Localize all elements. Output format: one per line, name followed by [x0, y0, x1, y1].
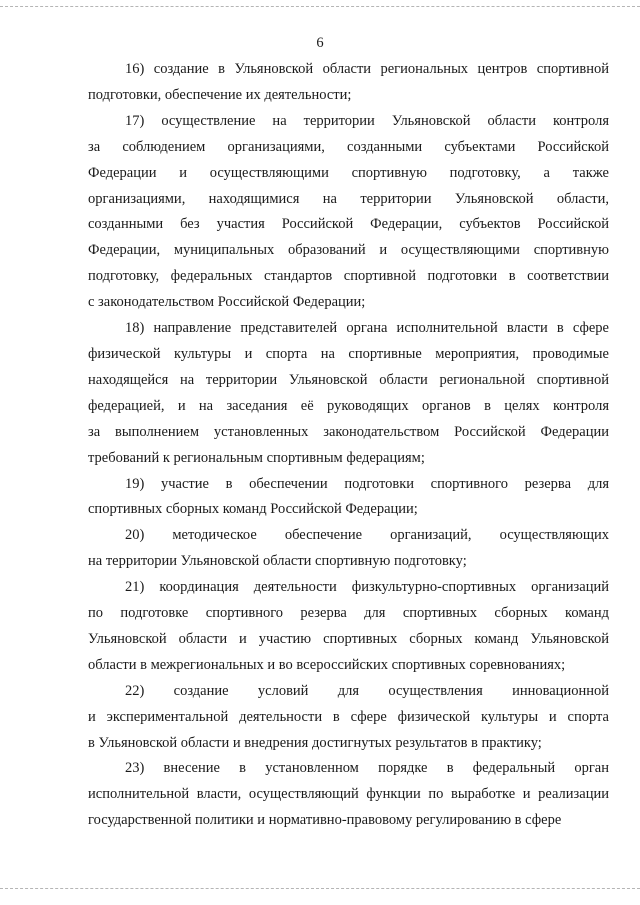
- scan-edge-top: [0, 6, 640, 7]
- text-line: области в межрегиональных и во всероссийских спортивных соревнованиях;: [88, 656, 566, 673]
- text-line: созданными без участия Российской Федерации, субъектов Российской: [88, 216, 609, 233]
- text-line: требований к региональным спортивным федерациям;: [88, 449, 425, 466]
- text-line: 23) внесение в установленном порядке в федеральный орган: [125, 760, 609, 777]
- text-line: в Ульяновской области и внедрения достигнутых результатов в практику;: [88, 734, 542, 751]
- text-line: по подготовке спортивного резерва для спортивных сборных команд: [88, 605, 609, 622]
- page-number: 6: [316, 35, 324, 51]
- text-line: федерацией, и на заседания её руководящих органов в целях контроля: [88, 397, 609, 414]
- paragraph-p22: [88, 679, 609, 757]
- text-line: организациями, находящимися на территории Ульяновской области,: [88, 190, 609, 207]
- text-line: 22) создание условий для осуществления инновационной: [125, 682, 609, 699]
- text-line: спортивных сборных команд Российской Федерации;: [88, 501, 418, 518]
- text-line: за соблюдением организациями, созданными субъектами Российской: [88, 138, 609, 155]
- paragraph-p18: [88, 316, 609, 471]
- paragraph-p16: [88, 57, 609, 109]
- text-line: и экспериментальной деятельности в сфере физической культуры и спорта: [88, 708, 609, 725]
- text-line: подготовку, федеральных стандартов спортивной подготовки в соответствии: [88, 268, 609, 285]
- paragraph-p20: [88, 523, 609, 575]
- text-line: находящейся на территории Ульяновской области региональной спортивной: [88, 371, 609, 388]
- text-line: физической культуры и спорта на спортивные мероприятия, проводимые: [88, 345, 609, 362]
- paragraph-p17: [88, 109, 609, 316]
- text-line: подготовки, обеспечение их деятельности;: [88, 86, 352, 103]
- text-line: 21) координация деятельности физкультурно-спортивных организаций: [125, 579, 609, 596]
- text-line: с законодательством Российской Федерации;: [88, 294, 366, 311]
- text-line: 20) методическое обеспечение организаций, осуществляющих: [125, 527, 609, 544]
- text-line: 16) создание в Ульяновской области региональных центров спортивной: [125, 61, 609, 77]
- text-line: государственной политики и нормативно-правовому регулированию в сфере: [88, 812, 562, 829]
- text-line: исполнительной власти, осуществляющий функции по выработке и реализации: [88, 786, 609, 803]
- paragraph-p21: [88, 575, 609, 679]
- paragraph-p23: [88, 756, 609, 834]
- text-line: 17) осуществление на территории Ульяновской области контроля: [125, 112, 609, 129]
- text-line: Федерации и осуществляющими спортивную подготовку, а также: [88, 164, 609, 181]
- scan-edge-bottom: [0, 888, 640, 889]
- text-line: на территории Ульяновской области спортивную подготовку;: [88, 553, 467, 570]
- text-line: Федерации, муниципальных образований и осуществляющими спортивную: [88, 242, 609, 259]
- text-line: за выполнением установленных законодательством Российской Федерации: [88, 423, 609, 440]
- text-line: Ульяновской области и участию спортивных сборных команд Ульяновской: [88, 630, 609, 647]
- document-body: [88, 57, 609, 834]
- text-line: 18) направление представителей органа исполнительной власти в сфере: [125, 320, 609, 337]
- paragraph-p19: [88, 472, 609, 524]
- text-line: 19) участие в обеспечении подготовки спортивного резерва для: [125, 475, 609, 492]
